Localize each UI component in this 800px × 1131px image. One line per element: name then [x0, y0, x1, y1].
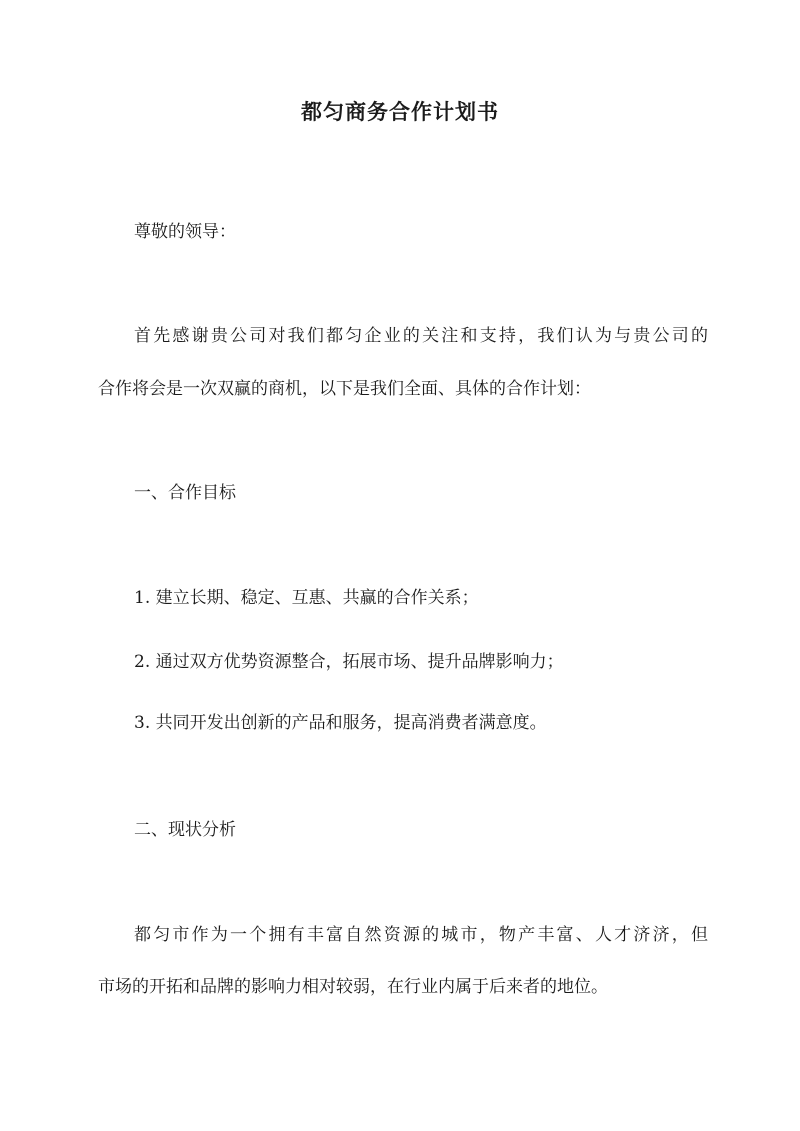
- intro-line-2: 合作将会是一次双赢的商机，以下是我们全面、具体的合作计划：: [98, 379, 591, 399]
- section1-heading: 一、合作目标: [134, 483, 236, 503]
- intro-line-1: 首先感谢贵公司对我们都匀企业的关注和支持，我们认为与贵公司的: [134, 326, 708, 346]
- document-title: 都匀商务合作计划书: [301, 99, 499, 124]
- goal-item-1: 1. 建立长期、稳定、互惠、共赢的合作关系；: [134, 588, 479, 608]
- salutation: 尊敬的领导：: [134, 222, 236, 242]
- section2-heading: 二、现状分析: [134, 820, 236, 840]
- goal-item-2: 2. 通过双方优势资源整合，拓展市场、提升品牌影响力；: [134, 652, 564, 672]
- analysis-line-1: 都匀市作为一个拥有丰富自然资源的城市，物产丰富、人才济济，但: [134, 925, 708, 945]
- goal-item-3: 3. 共同开发出创新的产品和服务，提高消费者满意度。: [134, 713, 547, 733]
- analysis-line-2: 市场的开拓和品牌的影响力相对较弱，在行业内属于后来者的地位。: [98, 977, 608, 997]
